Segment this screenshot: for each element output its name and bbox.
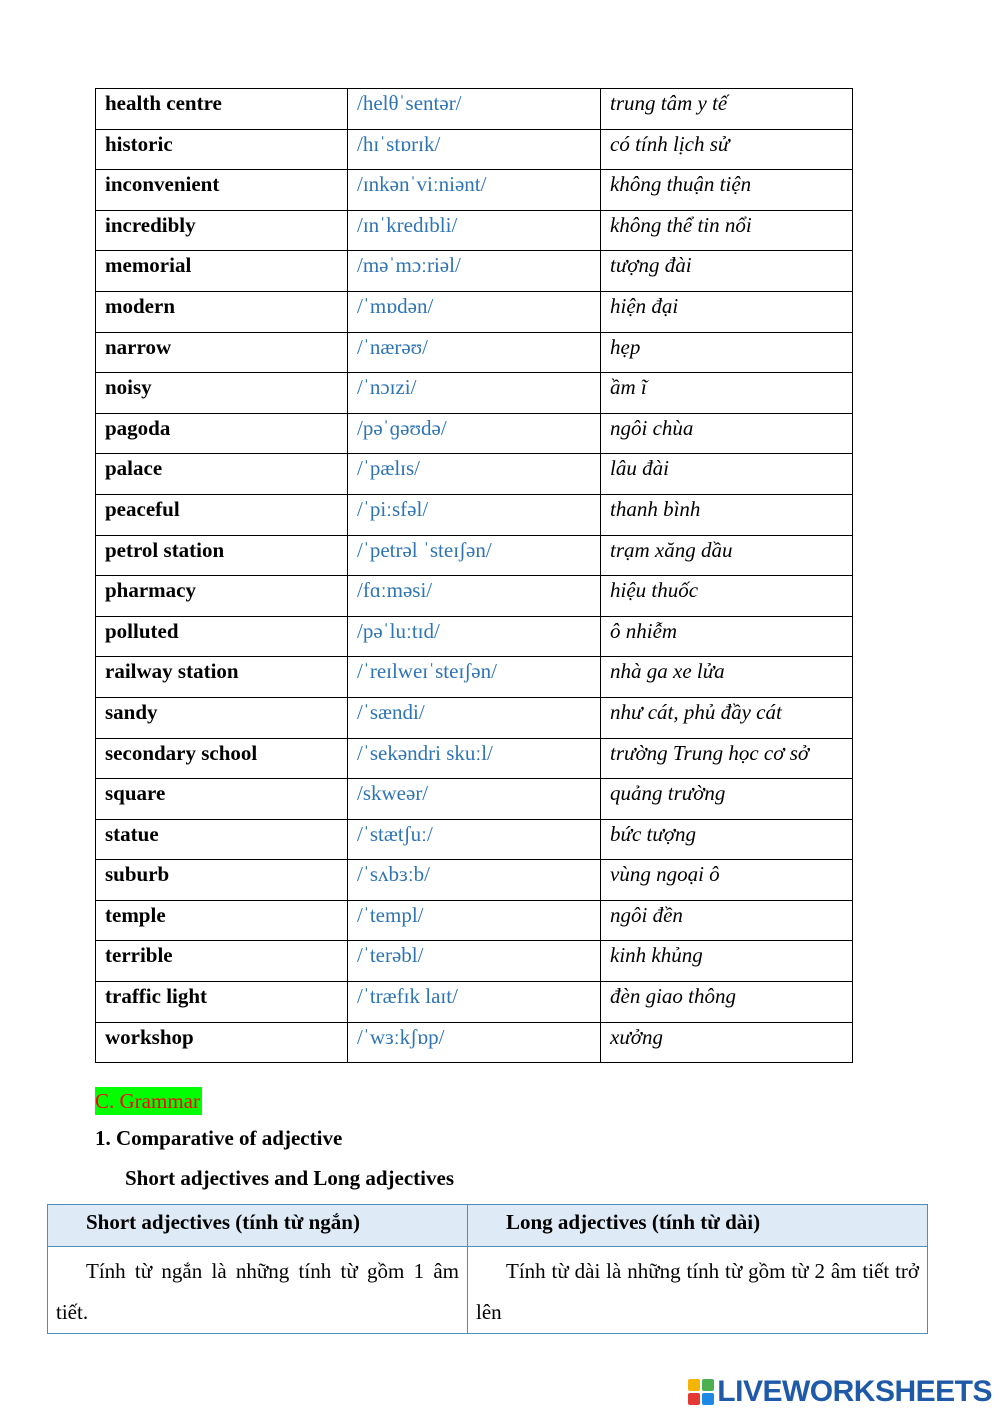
logo-text: LIVEWORKSHEETS bbox=[717, 1375, 992, 1408]
vocab-word: inconvenient bbox=[96, 170, 348, 211]
adjectives-table bbox=[47, 1204, 928, 1334]
table-row bbox=[96, 210, 853, 251]
vocab-pronunciation: /ˈreɪlweɪˈsteɪʃən/ bbox=[348, 657, 601, 698]
vocab-meaning: trung tâm y tế bbox=[601, 89, 853, 130]
vocab-meaning: trạm xăng dầu bbox=[601, 535, 853, 576]
vocab-word: suburb bbox=[96, 860, 348, 901]
liveworksheets-logo bbox=[688, 1374, 992, 1410]
vocab-word: historic bbox=[96, 129, 348, 170]
vocab-meaning: tượng đài bbox=[601, 251, 853, 292]
vocab-meaning: kinh khủng bbox=[601, 941, 853, 982]
vocab-pronunciation: /ˈmɒdən/ bbox=[348, 291, 601, 332]
vocab-meaning: nhà ga xe lửa bbox=[601, 657, 853, 698]
table-row bbox=[96, 738, 853, 779]
vocab-meaning: thanh bình bbox=[601, 494, 853, 535]
table-row bbox=[96, 494, 853, 535]
vocab-pronunciation: /ˈnɔɪzi/ bbox=[348, 373, 601, 414]
short-adjectives-header: Short adjectives (tính từ ngắn) bbox=[48, 1205, 468, 1247]
vocab-pronunciation: /ɪnkənˈviːniənt/ bbox=[348, 170, 601, 211]
vocab-pronunciation: /skweər/ bbox=[348, 779, 601, 820]
vocab-pronunciation: /ˈpælɪs/ bbox=[348, 454, 601, 495]
vocab-pronunciation: /ˈsændi/ bbox=[348, 697, 601, 738]
table-row bbox=[96, 535, 853, 576]
vocab-meaning: quảng trường bbox=[601, 779, 853, 820]
vocab-word: sandy bbox=[96, 697, 348, 738]
vocab-meaning: trường Trung học cơ sở bbox=[601, 738, 853, 779]
table-row bbox=[96, 251, 853, 292]
table-row bbox=[96, 697, 853, 738]
vocab-meaning: ngôi đền bbox=[601, 900, 853, 941]
vocab-word: incredibly bbox=[96, 210, 348, 251]
table-row bbox=[96, 982, 853, 1023]
vocab-word: temple bbox=[96, 900, 348, 941]
table-row bbox=[96, 576, 853, 617]
vocab-pronunciation: /ˈterəbl/ bbox=[348, 941, 601, 982]
vocab-meaning: có tính lịch sử bbox=[601, 129, 853, 170]
vocab-meaning: lâu đài bbox=[601, 454, 853, 495]
vocab-meaning: đèn giao thông bbox=[601, 982, 853, 1023]
table-row bbox=[96, 170, 853, 211]
vocab-word: traffic light bbox=[96, 982, 348, 1023]
vocab-pronunciation: /ˈtræfɪk laɪt/ bbox=[348, 982, 601, 1023]
table-row bbox=[96, 129, 853, 170]
short-adjectives-definition: Tính từ ngắn là những tính từ gồm 1 âm tiết. bbox=[48, 1247, 468, 1334]
vocab-meaning: hiệu thuốc bbox=[601, 576, 853, 617]
vocab-pronunciation: /ˈtempl/ bbox=[348, 900, 601, 941]
adjectives-table-header bbox=[48, 1205, 928, 1247]
long-adjectives-header: Long adjectives (tính từ dài) bbox=[468, 1205, 928, 1247]
table-row bbox=[96, 657, 853, 698]
table-row bbox=[96, 291, 853, 332]
table-row bbox=[96, 332, 853, 373]
vocab-pronunciation: /ˈnærəʊ/ bbox=[348, 332, 601, 373]
vocab-word: palace bbox=[96, 454, 348, 495]
logo-square-1 bbox=[688, 1379, 700, 1391]
vocab-meaning: không thể tin nổi bbox=[601, 210, 853, 251]
vocab-meaning: hiện đại bbox=[601, 291, 853, 332]
logo-square-3 bbox=[688, 1393, 700, 1405]
vocab-meaning: hẹp bbox=[601, 332, 853, 373]
vocab-pronunciation: /ˈsʌbɜːb/ bbox=[348, 860, 601, 901]
grammar-heading: 1. Comparative of adjective bbox=[95, 1126, 343, 1150]
vocab-word: petrol station bbox=[96, 535, 348, 576]
section-c-title: C. Grammar bbox=[95, 1089, 200, 1113]
vocab-word: secondary school bbox=[96, 738, 348, 779]
vocab-meaning: ngôi chùa bbox=[601, 413, 853, 454]
vocab-pronunciation: /ˈpetrəl ˈsteɪʃən/ bbox=[348, 535, 601, 576]
vocab-pronunciation: /helθˈsentər/ bbox=[348, 89, 601, 130]
logo-square-4 bbox=[702, 1393, 714, 1405]
vocab-pronunciation: /hɪˈstɒrɪk/ bbox=[348, 129, 601, 170]
vocab-word: peaceful bbox=[96, 494, 348, 535]
vocab-word: pharmacy bbox=[96, 576, 348, 617]
vocab-pronunciation: /ˈstætʃuː/ bbox=[348, 819, 601, 860]
vocab-word: polluted bbox=[96, 616, 348, 657]
grammar-subheading: Short adjectives and Long adjectives bbox=[125, 1166, 454, 1190]
vocab-meaning: như cát, phủ đầy cát bbox=[601, 697, 853, 738]
table-row bbox=[96, 941, 853, 982]
table-row bbox=[96, 1022, 853, 1063]
vocab-word: memorial bbox=[96, 251, 348, 292]
vocab-pronunciation: /ˈsekəndri skuːl/ bbox=[348, 738, 601, 779]
vocab-word: workshop bbox=[96, 1022, 348, 1063]
adjectives-table-row bbox=[48, 1247, 928, 1334]
vocab-pronunciation: /məˈmɔːriəl/ bbox=[348, 251, 601, 292]
vocab-pronunciation: /ɪnˈkredɪbli/ bbox=[348, 210, 601, 251]
vocab-meaning: ầm ĩ bbox=[601, 373, 853, 414]
long-adjectives-definition: Tính từ dài là những tính từ gồm từ 2 âm tiết trở lên bbox=[468, 1247, 928, 1334]
table-row bbox=[96, 819, 853, 860]
vocab-pronunciation: /ˈwɜːkʃɒp/ bbox=[348, 1022, 601, 1063]
table-row bbox=[96, 860, 853, 901]
vocab-meaning: không thuận tiện bbox=[601, 170, 853, 211]
table-row bbox=[96, 900, 853, 941]
table-row bbox=[96, 89, 853, 130]
vocabulary-table bbox=[95, 88, 853, 1063]
vocab-meaning: xưởng bbox=[601, 1022, 853, 1063]
logo-mark-icon bbox=[688, 1379, 714, 1405]
table-row bbox=[96, 373, 853, 414]
vocab-word: narrow bbox=[96, 332, 348, 373]
vocab-word: noisy bbox=[96, 373, 348, 414]
table-row bbox=[96, 454, 853, 495]
table-row bbox=[96, 616, 853, 657]
vocab-word: pagoda bbox=[96, 413, 348, 454]
table-row bbox=[96, 779, 853, 820]
vocab-word: health centre bbox=[96, 89, 348, 130]
vocab-meaning: vùng ngoại ô bbox=[601, 860, 853, 901]
vocab-word: terrible bbox=[96, 941, 348, 982]
vocab-pronunciation: /pəˈluːtɪd/ bbox=[348, 616, 601, 657]
vocab-word: square bbox=[96, 779, 348, 820]
vocab-meaning: ô nhiễm bbox=[601, 616, 853, 657]
vocab-word: railway station bbox=[96, 657, 348, 698]
vocab-pronunciation: /ˈpiːsfəl/ bbox=[348, 494, 601, 535]
vocab-pronunciation: /pəˈɡəʊdə/ bbox=[348, 413, 601, 454]
vocab-meaning: bức tượng bbox=[601, 819, 853, 860]
logo-square-2 bbox=[702, 1379, 714, 1391]
vocab-word: statue bbox=[96, 819, 348, 860]
vocab-word: modern bbox=[96, 291, 348, 332]
table-row bbox=[96, 413, 853, 454]
vocab-pronunciation: /fɑːməsi/ bbox=[348, 576, 601, 617]
